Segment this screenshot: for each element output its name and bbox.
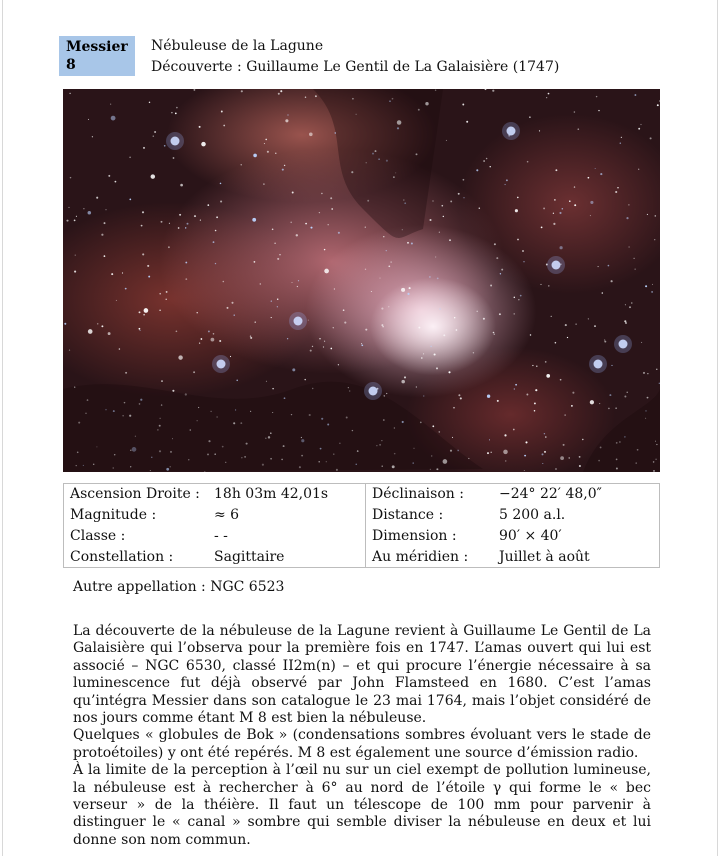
value-dimension: 90′ × 40′ — [499, 528, 562, 544]
alternate-name: Autre appellation : NGC 6523 — [73, 579, 285, 595]
value-right-ascension: 18h 03m 42,01s — [214, 486, 329, 502]
object-name: Nébuleuse de la Lagune — [151, 38, 324, 54]
starfield — [63, 89, 660, 472]
value-meridian: Juillet à août — [499, 549, 590, 565]
properties-table — [63, 483, 660, 568]
paragraph-observation: À la limite de la perception à l’œil nu sur un ciel exempt de pollution lumineuse, la nébuleuse est à rechercher à 6° au nord de l’étoile γ qui forme le « bec verseur » de la théière. Il faut un télescope de 100 mm pour parvenir à distinguer le « canal » sombre qui semble diviser la nébuleuse en deux et lui donne son nom commun. — [73, 762, 651, 848]
table-divider — [365, 484, 366, 567]
catalog-badge: Messier 8 — [59, 36, 135, 76]
page — [2, 0, 718, 856]
label-magnitude: Magnitude : — [70, 507, 157, 523]
label-declination: Déclinaison : — [372, 486, 464, 502]
value-distance: 5 200 a.l. — [499, 507, 566, 523]
nebula-photo — [63, 89, 660, 472]
label-right-ascension: Ascension Droite : — [70, 486, 200, 502]
label-dimension: Dimension : — [372, 528, 457, 544]
label-distance: Distance : — [372, 507, 444, 523]
value-constellation: Sagittaire — [214, 549, 285, 565]
description — [73, 623, 651, 849]
label-class: Classe : — [70, 528, 126, 544]
paragraph-discovery: La découverte de la nébuleuse de la Lagune revient à Guillaume Le Gentil de La Galaisière qui l’observa pour la première fois en 1747. L’amas ouvert qui lui est associé – NGC 6530, classé II2m(n) – et qui procure l’énergie nécessaire à sa luminescence fut déjà observé par John Flamsteed en 1680. C’est l’amas qu’intégra Messier dans son catalogue le 23 mai 1764, mais l’objet considéré de nos jours comme étant M 8 est bien la nébuleuse. — [73, 623, 651, 727]
discovery-line: Découverte : Guillaume Le Gentil de La Galaisière (1747) — [151, 59, 560, 75]
label-meridian: Au méridien : — [372, 549, 469, 565]
value-declination: −24° 22′ 48,0″ — [499, 486, 602, 502]
value-magnitude: ≈ 6 — [214, 507, 240, 523]
value-class: - - — [214, 528, 228, 544]
label-constellation: Constellation : — [70, 549, 174, 565]
paragraph-bok-globules: Quelques « globules de Bok » (condensations sombres évoluant vers le stade de protoétoiles) y ont été repérés. M 8 est également une source d’émission radio. — [73, 727, 651, 761]
